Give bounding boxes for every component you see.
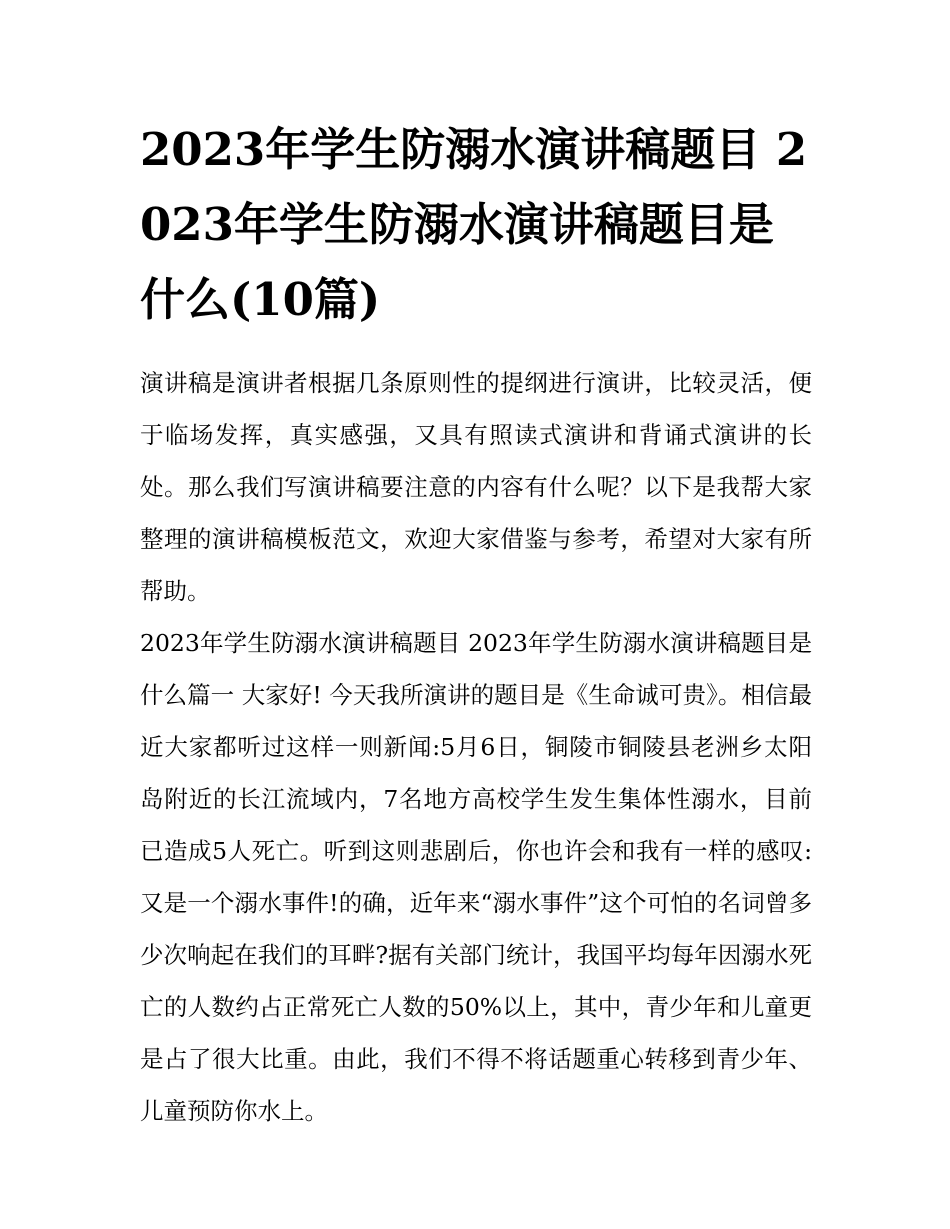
body-paragraph: 2023年学生防溺水演讲稿题目 2023年学生防溺水演讲稿题目是什么篇一 大家好! 今天我所演讲的题目是《生命诚可贵》。相信最近大家都听过这样一则新闻:5月6日，铜陵市铜陵县老洲乡太阳岛附近的长江流域内，7名地方高校学生发生集体性溺水，目前已造成5人死亡。听到这则悲剧后，你也许会和我有一样的感叹:又是一个溺水事件!的确，近年来“溺水事件”这个可怕的名词曾多少次响起在我们的耳畔?据有关部门统计，我国平均每年因溺水死亡的人数约占正常死亡人数的50%以上，其中，青少年和儿童更是占了很大比重。由此，我们不得不将话题重心转移到青少年、儿童预防你水上。 [140,629,812,1125]
document-page [140,112,812,1137]
document-title: 2023年学生防溺水演讲稿题目 2023年学生防溺水演讲稿题目是什么(10篇) [140,123,808,326]
intro-paragraph: 演讲稿是演讲者根据几条原则性的提纲进行演讲，比较灵活，便于临场发挥，真实感强，又具有照读式演讲和背诵式演讲的长处。那么我们写演讲稿要注意的内容有什么呢？以下是我帮大家整理的演讲稿模板范文，欢迎大家借鉴与参考，希望对大家有所帮助。 [140,369,812,605]
